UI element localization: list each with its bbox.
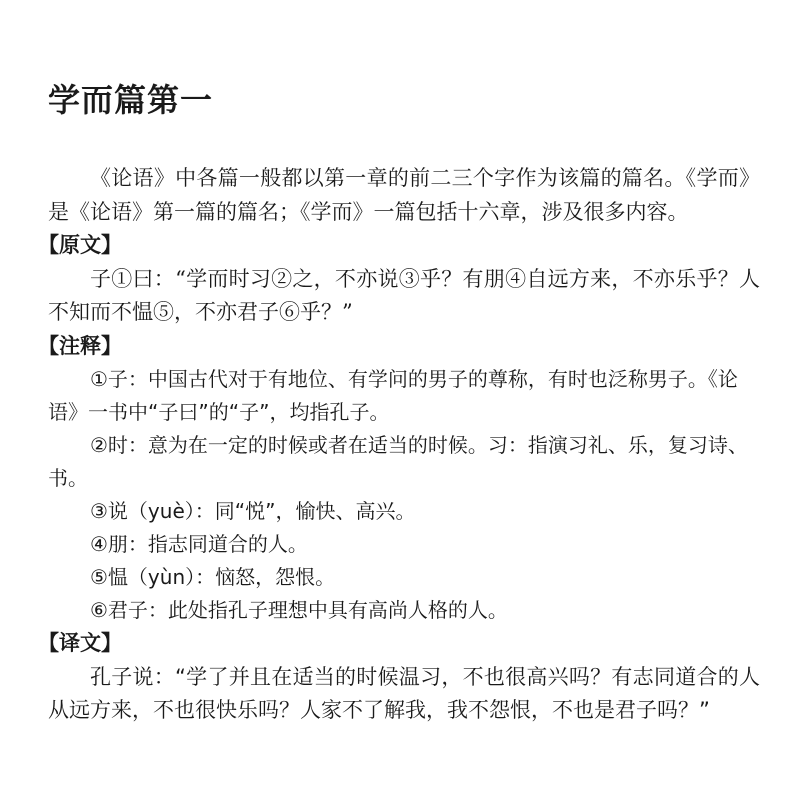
intro-paragraph: 《论语》中各篇一般都以第一章的前二三个字作为该篇的篇名。《学而》是《论语》第一篇的篇名；《学而》一篇包括十六章，涉及很多内容。 (48, 166, 760, 224)
translation-text: 孔子说：“学了并且在适当的时候温习，不也很高兴吗？有志同道合的人从远方来，不也很快乐吗？人家不了解我，我不怨恨，不也是君子吗？” (48, 664, 760, 722)
original-heading: 【原文】 (38, 233, 122, 257)
document-page (38, 80, 760, 728)
note-item: ⑤愠（yùn）：恼怒，怨恨。 (90, 565, 336, 589)
translation-heading: 【译文】 (38, 631, 122, 655)
note-item: ②时：意为在一定的时候或者在适当的时候。习：指演习礼、乐，复习诗、书。 (48, 433, 748, 490)
note-item: ⑥君子：此处指孔子理想中具有高尚人格的人。 (90, 598, 508, 622)
notes-heading: 【注释】 (38, 333, 122, 358)
note-item: ③说（yuè）：同“悦”，愉快、高兴。 (90, 499, 416, 523)
original-text: 子①曰：“学而时习②之，不亦说③乎？有朋④自远方来，不亦乐乎？人不知而不愠⑤，不亦君子⑥乎？” (48, 266, 760, 324)
chapter-title: 学而篇第一 (48, 81, 214, 119)
note-item: ④朋：指志同道合的人。 (90, 532, 308, 556)
note-item: ①子：中国古代对于有地位、有学问的男子的尊称，有时也泛称男子。《论语》一书中“子曰”的“子”，均指孔子。 (48, 367, 738, 424)
